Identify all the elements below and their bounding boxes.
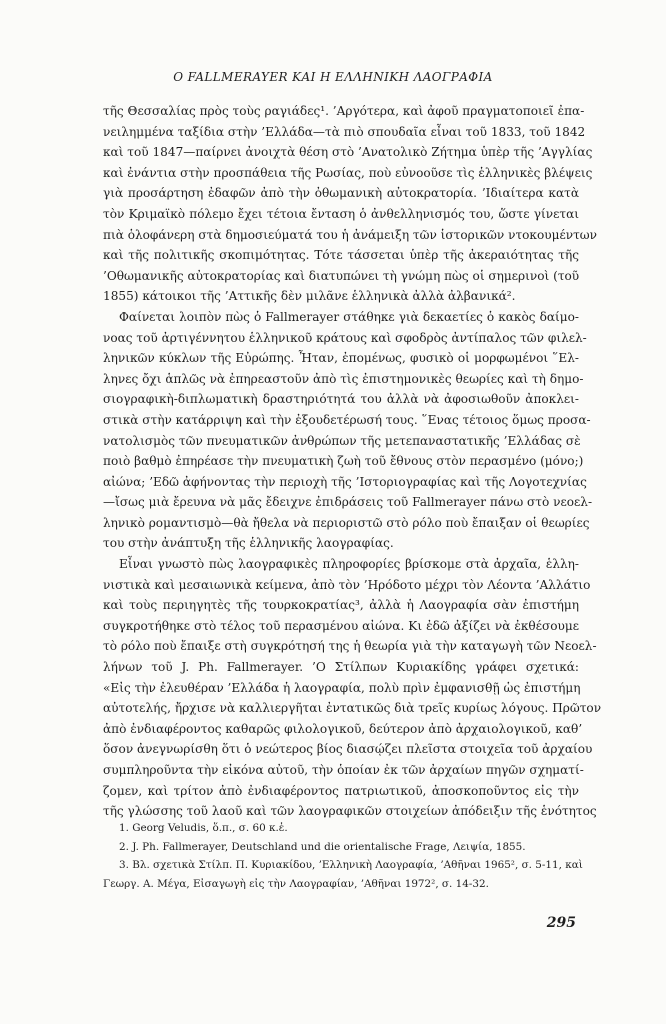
- paragraph: [103, 554, 602, 822]
- text-line: λήνων τοῦ J. Ph. Fallmerayer. ’Ο Στίλπων Κυριακίδης γράφει σχετικά:: [103, 660, 579, 675]
- footnote: [103, 856, 583, 893]
- text-line: τὸ ρόλο ποὺ ἔπαιξε στὴ συγκρότησή της ἡ θεωρία γιὰ τὴν καταγωγὴ τῶν Νεοελ-: [103, 639, 597, 654]
- text-line: ὅσον ἀνεγνωρίσθη ὅτι ὁ νεώτερος βίος διασῴζει πλεῖστα στοιχεῖα τοῦ ἀρχαίου: [103, 742, 593, 757]
- text-line: τῆς γλώσσης τοῦ λαοῦ καὶ τῶν λαογραφικῶν στοιχείων ἀπόδειξιν τῆς ἑνότητος: [103, 804, 597, 819]
- text-line: τὸν Κριμαϊκὸ πόλεμο ἔχει τέτοια ἔνταση ὁ ἀνθελληνισμός του, ὥστε γίνεται: [103, 206, 579, 221]
- text-line: καὶ τῆς πολιτικῆς σκοπιμότητας. Τότε τάσσεται ὑπὲρ τῆς ἀκεραιότητας τῆς: [103, 248, 579, 263]
- body-text: [103, 101, 602, 822]
- text-line: νατολισμὸς τῶν πνευματικῶν ἀνθρώπων τῆς μετεπαναστατικῆς ’Ελλάδας σὲ: [103, 433, 581, 448]
- text-line: αὐτοτελής, ἤρχισε νὰ καλλιεργῆται ἐντατικῶς διὰ τρεῖς κυρίως λόγους. Πρῶτον: [103, 701, 602, 716]
- footnote-line: 2. J. Ph. Fallmerayer, Deutschland und die orientalische Frage, Λειψία, 1855.: [119, 840, 526, 853]
- text-line: ληνες ὄχι ἁπλῶς νὰ ἐπηρεαστοῦν ἀπὸ τὶς ἐπιστημονικὲς θεωρίες καὶ τὴ δημο-: [103, 371, 584, 386]
- text-line: γιὰ προσάρτηση ἐδαφῶν ἀπὸ τὴν ὀθωμανικὴ αὐτοκρατορία. ’Ιδιαίτερα κατὰ: [103, 186, 579, 201]
- text-line: συγκροτήθηκε στὸ τέλος τοῦ περασμένου αἰώνα. Κι ἐδῶ ἀξίζει νὰ ἐκθέσουμε: [103, 618, 579, 633]
- text-line: —ἴσως μιὰ ἔρευνα νὰ μᾶς ἔδειχνε ἐπιδράσεις τοῦ Fallmerayer πάνω στὸ νεοελ-: [103, 495, 593, 510]
- paragraph: [103, 101, 597, 307]
- text-line: συμπληροῦντα τὴν εἰκόνα αὐτοῦ, τὴν ὁποίαν ἐκ τῶν ἀρχαίων πηγῶν σχηματί-: [103, 763, 584, 777]
- text-line: σιογραφικὴ-διπλωματικὴ δραστηριότητά του ἀλλὰ νὰ ἀφοσιωθοῦν ἀποκλει-: [103, 392, 579, 407]
- text-line: αἰώνα; ’Εδῶ ἀφήνοντας τὴν περιοχὴ τῆς ’Ιστοριογραφίας καὶ τῆς Λογοτεχνίας: [103, 474, 587, 489]
- text-line: νοας τοῦ ἀρτιγέννητου ἑλληνικοῦ κράτους καὶ σφοδρὸς ἀντίπαλος τῶν φιλελ-: [103, 330, 587, 345]
- text-line: στικὰ στὴν κατάρριψη καὶ τὴν ἐξουδετέρωσή τους. ῞Ενας τέτοιος ὅμως προσα-: [103, 412, 591, 427]
- page-number: 295: [546, 915, 576, 931]
- text-line: νιστικὰ καὶ μεσαιωνικὰ κείμενα, ἀπὸ τὸν ’Ηρόδοτο μέχρι τὸν Λέοντα ’Αλλάτιο: [103, 577, 591, 592]
- text-line: καὶ τοῦ 1847—παίρνει ἀνοιχτὰ θέση στὸ ’Ανατολικὸ Ζήτημα ὑπὲρ τῆς ’Αγγλίας: [103, 145, 593, 160]
- footnote-line: 3. Βλ. σχετικὰ Στίλπ. Π. Κυριακίδου, ’Ελληνικὴ Λαογραφία, ’Αθῆναι 1965², σ. 5-11, καὶ: [119, 859, 583, 872]
- text-line: τῆς Θεσσαλίας πρὸς τοὺς ραγιάδες¹. ’Αργότερα, καὶ ἀφοῦ πραγματοποιεῖ ἐπα-: [103, 104, 585, 118]
- text-line: ἀπὸ ἐνδιαφέροντος καθαρῶς φιλολογικοῦ, δεύτερον ἀπὸ ἀρχαιολογικοῦ, καθ’: [103, 721, 583, 736]
- text-line: «Εἰς τὴν ἐλευθέραν ’Ελλάδα ἡ λαογραφία, πολὺ πρὶν ἐμφανισθῇ ὡς ἐπιστήμη: [103, 680, 581, 695]
- text-line: ληνικῶν κύκλων τῆς Εὐρώπης. Ἦταν, ἐπομένως, φυσικὸ οἱ μορφωμένοι ῞Ελ-: [103, 351, 579, 366]
- text-line: του στὴν ἀνάπτυξη τῆς ἑλληνικῆς λαογραφίας.: [103, 536, 394, 551]
- text-line: καὶ ἐνάντια στὴν προσπάθεια τῆς Ρωσίας, ποὺ εὐνοοῦσε τὶς ἑλληνικὲς βλέψεις: [103, 165, 593, 180]
- running-head: Ο FALLMERAYER ΚΑΙ Η ΕΛΛΗΝΙΚΗ ΛΑΟΓΡΑΦΙΑ: [173, 70, 493, 84]
- text-line: Φαίνεται λοιπὸν πὼς ὁ Fallmerayer στάθηκε γιὰ δεκαετίες ὁ κακὸς δαίμο-: [119, 309, 579, 324]
- footnote-line: Γεωργ. Α. Μέγα, Εἰσαγωγὴ εἰς τὴν Λαογραφίαν, ’Αθῆναι 1972², σ. 14-32.: [103, 877, 489, 890]
- text-line: καὶ τοὺς περιηγητὲς τῆς τουρκοκρατίας³, ἀλλὰ ἡ Λαογραφία σὰν ἐπιστήμη: [103, 598, 579, 613]
- footnote: [103, 819, 579, 838]
- text-line: Εἶναι γνωστὸ πὼς λαογραφικὲς πληροφορίες βρίσκομε στὰ ἀρχαῖα, ἑλλη-: [119, 557, 579, 572]
- text-line: ληνικὸ ρομαντισμὸ—θὰ ἤθελα νὰ περιοριστῶ στὸ ρόλο ποὺ ἔπαιξαν οἱ θεωρίες: [103, 515, 590, 530]
- paragraph: [103, 307, 593, 554]
- text-line: 1855) κάτοικοι τῆς ’Αττικῆς δὲν μιλᾶνε ἑλληνικὰ ἀλλὰ ἀλβανικά².: [103, 289, 516, 304]
- text-line: ζομεν, καὶ τρίτον ἀπὸ ἐνδιαφέροντος πατριωτικοῦ, ἀποσκοποῦντος εἰς τὴν: [103, 783, 579, 798]
- footnote: [103, 838, 579, 857]
- text-line: νειλημμένα ταξίδια στὴν ’Ελλάδα—τὰ πιὸ σπουδαῖα εἶναι τοῦ 1833, τοῦ 1842: [103, 124, 586, 139]
- text-line: ’Οθωμανικῆς αὐτοκρατορίας καὶ διατυπώνει τὴ γνώμη πὼς οἱ σημερινοὶ (τοῦ: [103, 268, 580, 283]
- text-line: ποιὸ βαθμὸ ἐπηρέασε τὴν πνευματικὴ ζωὴ τοῦ ἔθνους στὸν περασμένο (μόνο;): [103, 454, 584, 469]
- footnote-line: 1. Georg Veludis, ὅ.π., σ. 60 κ.ἑ.: [119, 822, 288, 834]
- text-line: πιὰ ὁλοφάνερη στὰ δημοσιεύματά του ἡ ἀνάμειξη τῶν ἱστορικῶν ντοκουμέντων: [103, 227, 597, 242]
- footnotes: [103, 819, 583, 893]
